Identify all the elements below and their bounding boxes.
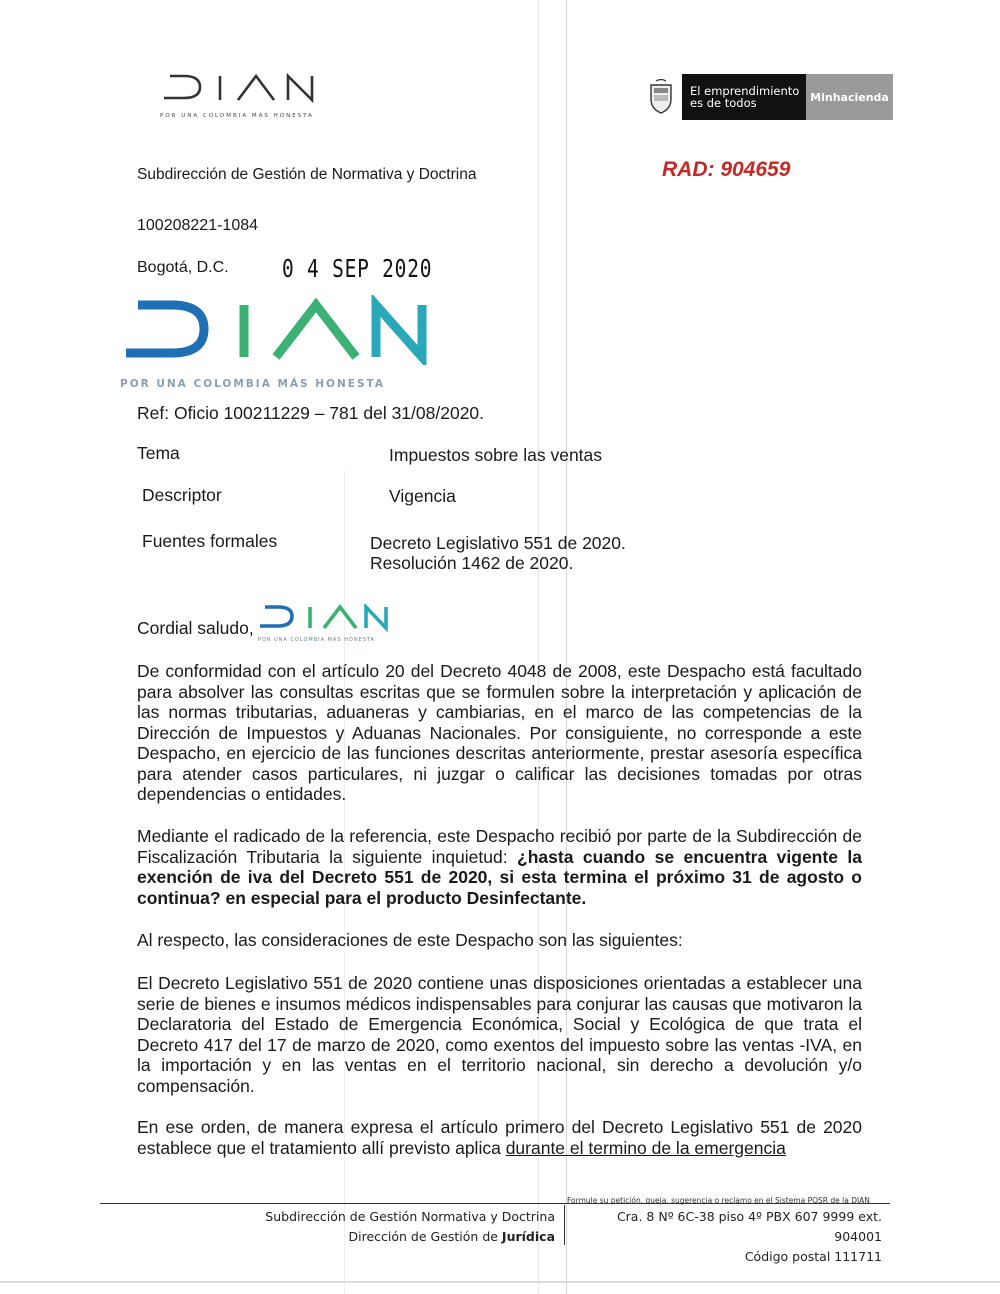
footer-direction-prefix: Dirección de Gestión de <box>348 1229 502 1244</box>
dian-watermark <box>120 295 440 390</box>
paragraph-2 <box>137 826 862 908</box>
reference: Ref: Oficio 100211229 – 781 del 31/08/2020. <box>137 403 485 423</box>
city: Bogotá, D.C. <box>137 259 229 276</box>
paragraph-5 <box>137 1117 862 1158</box>
paragraph-2-text: Mediante el radicado de la referencia, este Despacho recibió por parte de la Subdirección de Fiscalización Tributaria la siguiente inquietud: <box>137 826 862 867</box>
gov-banner <box>648 74 893 120</box>
paragraph-2-question: ¿hasta cuando se encuentra vigente la exención de iva del Decreto 551 de 2020, si esta termina el próximo 31 de agosto o continua? en especial para el producto Desinfectante. <box>137 846 862 908</box>
scan-line <box>566 0 567 1294</box>
rad-number: RAD: 904659 <box>662 158 791 181</box>
coat-of-arms-icon <box>648 79 674 115</box>
descriptor-label: Descriptor <box>142 485 222 505</box>
footer-right <box>570 1207 882 1267</box>
gov-banner-slogan <box>682 74 806 120</box>
footer-direction-bold: Jurídica <box>501 1229 555 1244</box>
gov-banner-line1: El emprendimiento <box>690 84 800 98</box>
dian-watermark-mark <box>120 295 440 365</box>
office-name: Subdirección de Gestión de Normativa y Doctrina <box>137 166 477 183</box>
paragraph-5-text: En ese orden, de manera expresa el artículo primero del Decreto Legislativo 551 de 2020 establece que el tratamiento allí previsto aplica <box>137 1117 862 1158</box>
tema-value: Impuestos sobre las ventas <box>389 445 603 465</box>
paragraph-4: El Decreto Legislativo 551 de 2020 contiene unas disposiciones orientadas a establecer una serie de bienes e insumos médicos indispensables para conjurar las causas que motivaron la Declaratoria del Estado de Emergencia Económica, Social y Ecológica de que trata el Decreto 417 del 17 de marzo de 2020, como exentos del impuesto sobre las ventas -IVA, en la importación y en las ventas en el territorio nacional, sin derecho a devolución y/o compensación. <box>137 973 862 1096</box>
gov-banner-ministry: Minhacienda <box>806 74 893 120</box>
footer-divider <box>564 1205 565 1245</box>
gov-banner-line2: es de todos <box>690 96 757 110</box>
footer-address: Cra. 8 Nº 6C-38 piso 4º PBX 607 9999 ext. 904001 <box>616 1209 882 1244</box>
dian-small-logo <box>258 604 398 644</box>
paragraph-1: De conformidad con el artículo 20 del Decreto 4048 de 2008, este Despacho está facultado para absolver las consultas escritas que se formulen sobre la interpretación y aplicación de las normas tributarias, aduaneras y cambiarias, en el marco de las competencias de la Dirección de Impuestos y Aduanas Nacionales. Por consiguiente, no corresponde a este Despacho, en ejercicio de las funciones descritas anteriormente, prestar asesoría específica para atender casos particulares, ni juzgar o calificar las decisiones tomadas por otras dependencias o entidades. <box>137 661 862 804</box>
footer-postal-code: Código postal 111711 <box>744 1249 882 1264</box>
paragraph-3: Al respecto, las consideraciones de este Despacho son las siguientes: <box>137 930 683 950</box>
greeting: Cordial saludo, <box>137 618 254 638</box>
dian-watermark-tagline: POR UNA COLOMBIA MÁS HONESTA <box>120 378 385 390</box>
pqsr-notice: Formule su petición, queja, sugerencia o reclamo en el Sistema PQSR de la DIAN <box>567 1196 870 1205</box>
bottom-scan-edge <box>0 1281 1000 1283</box>
footer-direction <box>255 1227 555 1247</box>
footer-left <box>255 1207 555 1247</box>
dian-header-logo <box>160 72 330 122</box>
fuentes-label: Fuentes formales <box>142 531 278 551</box>
footer-office: Subdirección de Gestión Normativa y Doctrina <box>265 1209 555 1224</box>
fuentes-value-1: Decreto Legislativo 551 de 2020. <box>370 533 626 553</box>
paragraph-5-underlined: durante el termino de la emergencia <box>505 1137 786 1158</box>
fuentes-value-2: Resolución 1462 de 2020. <box>370 553 574 573</box>
document-number: 100208221-1084 <box>137 217 259 234</box>
dian-logo-mark <box>160 72 320 106</box>
date-stamp: 0 4 SEP 2020 <box>282 254 433 283</box>
descriptor-value: Vigencia <box>389 486 456 506</box>
tema-label: Tema <box>137 443 180 463</box>
dian-small-tagline: POR UNA COLOMBIA MÁS HONESTA <box>258 637 375 643</box>
dian-header-tagline: POR UNA COLOMBIA MÁS HONESTA <box>160 113 314 119</box>
scan-line <box>538 0 539 1294</box>
